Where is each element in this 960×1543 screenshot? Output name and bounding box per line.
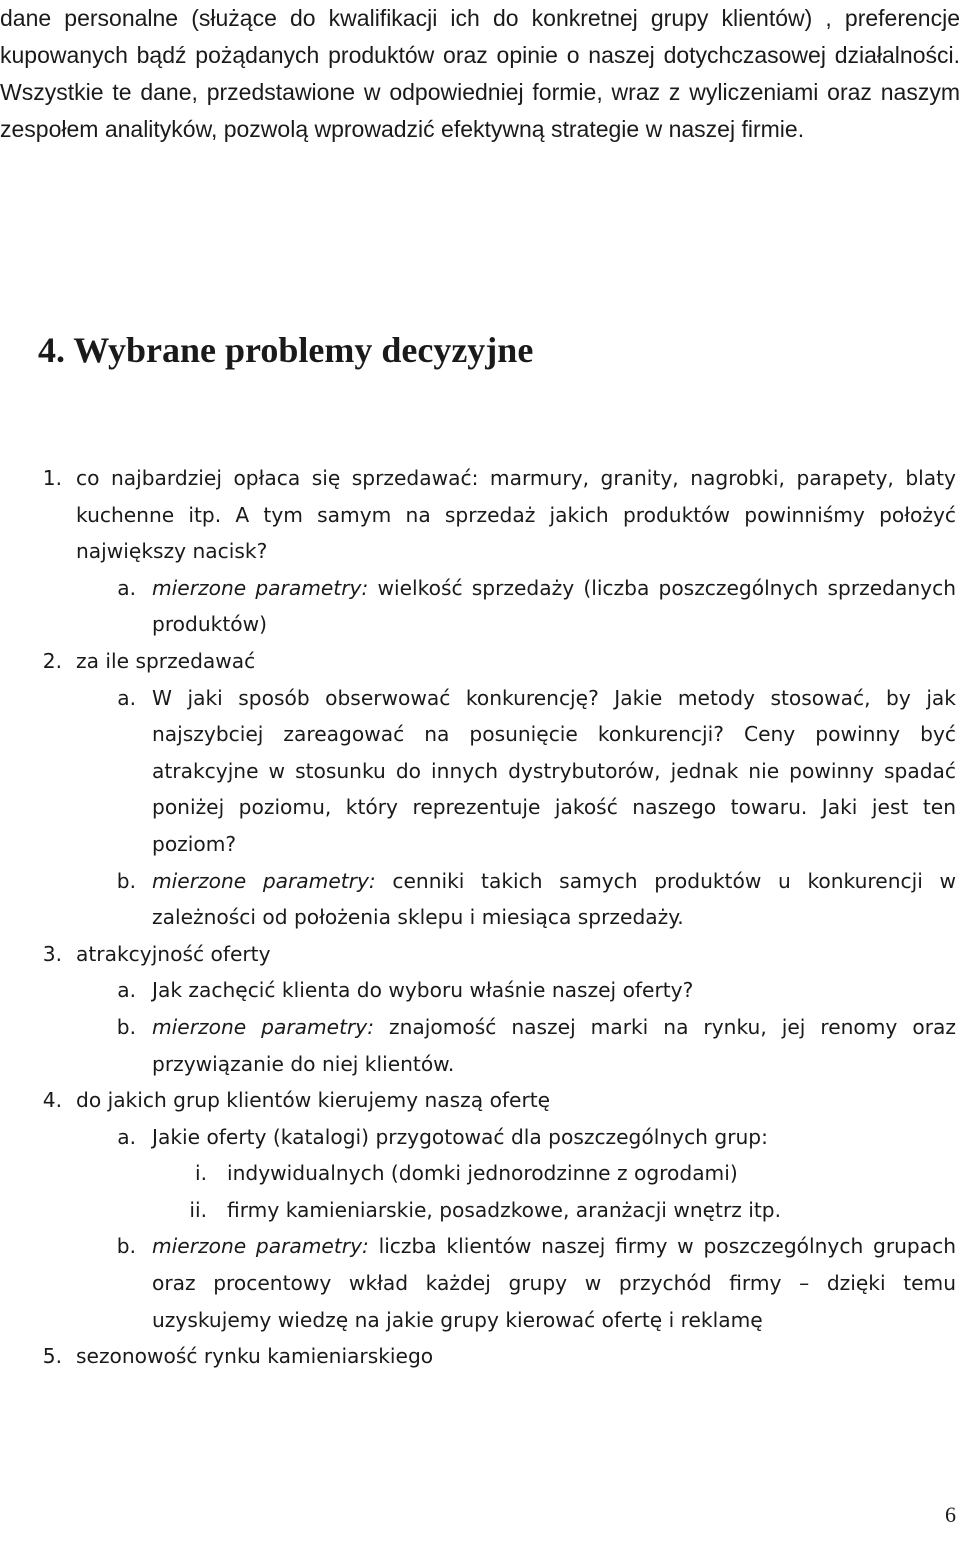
list-item [0,1155,956,1192]
item-number: a. [117,1124,136,1149]
item-number: 3. [42,941,62,966]
list-item [0,1338,956,1375]
item-number: a. [117,575,136,600]
item-text [152,1009,956,1082]
item-text: atrakcyjność oferty [76,941,271,966]
item-number: b. [116,868,136,893]
intro-paragraph: dane personalne (służące do kwalifikacji ich do konkretnej grupy klientów) , preferencje kupowanych bądź pożądanych produktów oraz opinie o naszej dotychczasowej działalności. Wszystkie te dane, przedstawione w odpowiedniej formie, wraz z wyliczeniami oraz naszym zespołem analityków, pozwolą wprowadzić efektywną strategie w naszej firmie. [0,5,960,142]
list-item [0,570,956,643]
item-text: W jaki sposób obserwować konkurencję? Jakie metody stosować, by jak najszybciej zareagować na posunięcie konkurencji? Ceny powinny być atrakcyjne w stosunku do innych dystrybutorów, jednak nie powinny spadać poniżej poziomu, który reprezentuje jakość naszego towaru. Jaki jest ten poziom? [152,685,956,856]
list-item [0,680,956,863]
decision-problems-list [0,460,956,1375]
item-text [152,570,956,643]
item-label: mierzone parametry: [152,1014,375,1039]
list-item [0,1119,956,1156]
item-number: b. [116,1234,136,1259]
item-number: 5. [42,1344,62,1369]
item-number: 4. [42,1088,62,1113]
item-text [152,863,956,936]
item-number: a. [117,685,136,710]
item-number: 2. [42,648,62,673]
list-item [0,1082,956,1119]
item-body: liczba klientów naszej firmy w poszczególnych grupach oraz procentowy wkład każdej grupy w przychód firmy – dzięki temu uzyskujemy wiedzę na jakie grupy kierować ofertę i reklamę [152,1234,956,1332]
item-label: mierzone parametry: [152,868,376,893]
list-item [0,972,956,1009]
page-number: 6 [945,1502,956,1527]
item-number: i. [194,1161,207,1186]
item-body: znajomość naszej marki na rynku, jej renomy oraz przywiązanie do niej klientów. [152,1014,956,1076]
item-text: Jak zachęcić klienta do wyboru właśnie naszej oferty? [152,978,694,1003]
list-item [0,1228,956,1338]
item-text: Jakie oferty (katalogi) przygotować dla poszczególnych grup: [152,1124,768,1149]
list-item [0,863,956,936]
list-item [0,643,956,680]
item-label: mierzone parametry: [152,1234,369,1259]
item-body: wielkość sprzedaży (liczba poszczególnych sprzedanych produktów) [152,575,956,637]
item-text: co najbardziej opłaca się sprzedawać: marmury, granity, nagrobki, parapety, blaty kuchenne itp. A tym samym na sprzedaż jakich produktów powinniśmy położyć największy nacisk? [76,466,956,564]
section-heading: 4. Wybrane problemy decyzyjne [38,330,534,370]
item-number: 1. [42,466,62,490]
item-text: do jakich grup klientów kierujemy naszą ofertę [76,1088,551,1113]
item-number: a. [117,978,136,1003]
item-body: cenniki takich samych produktów u konkurencji w zależności od położenia sklepu i miesiąca sprzedaży. [152,868,956,930]
item-number: b. [116,1014,136,1039]
item-text: sezonowość rynku kamieniarskiego [76,1344,434,1369]
item-text: za ile sprzedawać [76,648,256,673]
list-item [0,460,956,570]
item-text [152,1228,956,1338]
list-item [0,1009,956,1082]
item-text: indywidualnych (domki jednorodzinne z ogrodami) [227,1161,738,1186]
item-text: firmy kamieniarskie, posadzkowe, aranżacji wnętrz itp. [227,1197,782,1222]
list-item [0,936,956,973]
item-number: ii. [189,1197,207,1222]
list-item [0,1192,956,1229]
item-label: mierzone parametry: [152,575,369,600]
